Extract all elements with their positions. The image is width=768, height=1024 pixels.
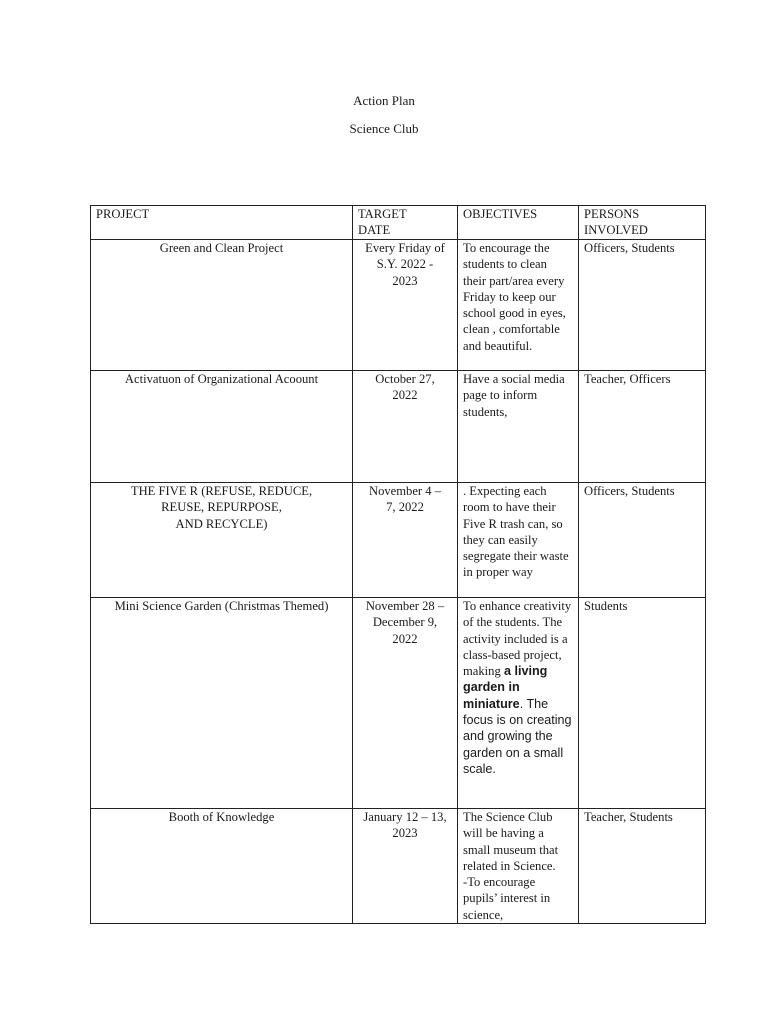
cell-target-date: November 4 – 7, 2022 xyxy=(353,483,458,598)
header-project: PROJECT xyxy=(91,206,353,240)
cell-persons: Students xyxy=(579,598,706,809)
header-persons-involved: PERSONS INVOLVED xyxy=(579,206,706,240)
cell-objectives: To encourage the students to clean their part/area every Friday to keep our school good in eyes, clean , comfortable and beautiful. xyxy=(458,240,579,371)
cell-persons: Officers, Students xyxy=(579,240,706,371)
table-header-row xyxy=(91,206,706,240)
objectives-text: To enhance creativity of the students. The activity included is a class-based project, making xyxy=(463,599,572,679)
cell-persons: Teacher, Students xyxy=(579,809,706,924)
cell-objectives xyxy=(458,598,579,809)
cell-project: Activatuon of Organizational Acoount xyxy=(91,371,353,483)
document-title: Action Plan xyxy=(353,93,415,108)
table-row xyxy=(91,240,706,371)
table-row xyxy=(91,809,706,924)
action-plan-table xyxy=(90,205,706,924)
cell-persons: Officers, Students xyxy=(579,483,706,598)
document-subtitle: Science Club xyxy=(349,121,419,136)
objectives-emphasis: a living garden in miniature xyxy=(463,664,548,711)
cell-project: Green and Clean Project xyxy=(91,240,353,371)
table-row xyxy=(91,598,706,809)
cell-target-date: January 12 – 13, 2023 xyxy=(353,809,458,924)
cell-persons: Teacher, Officers xyxy=(579,371,706,483)
cell-target-date: November 28 – December 9, 2022 xyxy=(353,598,458,809)
cell-project: Booth of Knowledge xyxy=(91,809,353,924)
table-row xyxy=(91,483,706,598)
objectives-text-continued: . The focus is on creating and growing the garden on a small scale. xyxy=(463,696,572,776)
cell-objectives: . Expecting each room to have their Five R trash can, so they can easily segregate their waste in proper way xyxy=(458,483,579,598)
cell-target-date: Every Friday of S.Y. 2022 - 2023 xyxy=(353,240,458,371)
cell-objectives: The Science Club will be having a small museum that related in Science. -To encourage pupils’ interest in science, xyxy=(458,809,579,924)
cell-target-date: October 27, 2022 xyxy=(353,371,458,483)
cell-project: Mini Science Garden (Christmas Themed) xyxy=(91,598,353,809)
cell-objectives: Have a social media page to inform students, xyxy=(458,371,579,483)
header-target-date: TARGET DATE xyxy=(353,206,458,240)
header-objectives: OBJECTIVES xyxy=(458,206,579,240)
table-row xyxy=(91,371,706,483)
cell-project: THE FIVE R (REFUSE, REDUCE, REUSE, REPURPOSE, AND RECYCLE) xyxy=(91,483,353,598)
